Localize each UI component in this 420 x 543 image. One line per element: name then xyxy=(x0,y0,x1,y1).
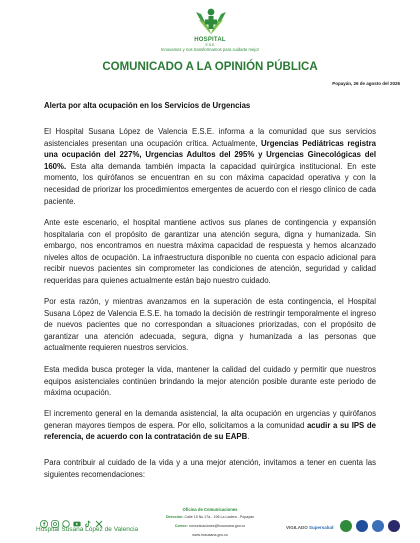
email-value[interactable]: comunicaciones@hosusana.gov.co xyxy=(188,524,246,528)
p5-text-a: El incremento general en la demanda asistencial, la alta ocupación en urgencias y quirófanos generan mayores tiempos de espera. Por ello, solicitamos a la comunidad xyxy=(44,409,376,430)
footer-office: Oficina de Comunicaciones xyxy=(182,507,238,512)
p1-text-c: Esta alta demanda también impacta la capacidad quirúrgica institucional. En este momento, los quirófanos se encuentran en su con máxima capacidad operativa y con la necesidad de priorizar los procedimientos emergentes de acuerdo con el riesgo clínico de cada paciente. xyxy=(44,161,376,206)
footer-website[interactable]: www.hosusana.gov.co xyxy=(192,533,228,537)
subject-heading: Alerta por alta ocupación en los Servicios de Urgencias xyxy=(44,101,251,110)
vigilado-brand: Supersalud xyxy=(309,525,334,530)
p5-text-bold: acudir a su IPS de referencia, de acuerdo con la contratación de su EAPB xyxy=(44,420,376,442)
paragraph-restriction: Por esta razón, y mientras avanzamos en la superación de esta contingencia, el Hospital Susana López de Valencia E.S.E. ha tomado la decisión de restringir temporalmente el ingreso de nuevos pacientes que no correspondan a situaciones priorizadas, con el propósito de garantizar una atención adecuada, segura, digna y humanizada a las personas que actualmente requieren nuestros servicios. xyxy=(44,297,376,353)
email-label: Correo: xyxy=(174,524,188,528)
paragraph-request xyxy=(44,408,376,443)
seal-blue-icon xyxy=(356,520,368,532)
paragraph-recommendations: Para contribuir al cuidado de la vida y a una mejor atención, invitamos a tener en cuenta las siguientes recomendaciones: xyxy=(44,458,376,479)
paragraph-contingency: Ante este escenario, el hospital mantiene activos sus planes de contingencia y expansión hospitalaria con el propósito de garantizar una atención segura, digna y humanizada. Sin embargo, nos encontramos en nuestra máxima capacidad de respuesta y hemos alcanzado niveles altos de ocupación. La infraestructura disponible no cuenta con espacio adicional para recibir nuevos pacientes sin comprometer las condiciones de atención, seguridad y calidad requeridas para quienes actualmente están bajo nuestro cuidado. xyxy=(44,218,376,285)
footer-address xyxy=(0,515,420,519)
social-label: Hospital Susana López de Valencia xyxy=(36,526,139,533)
date-line: Popayán, 26 de agosto del 2026 xyxy=(332,81,400,86)
seal-light-blue-icon xyxy=(372,520,384,532)
seal-dark-icon xyxy=(388,520,400,532)
hospital-name: HOSPITAL xyxy=(194,37,226,43)
p1-text-a: El Hospital Susana López de Valencia E.S.E. informa a la comunidad que sus servicios asistenciales presentan una ocupación crítica. Actualmente, xyxy=(44,127,376,148)
p5-text-c: . xyxy=(247,432,250,442)
vigilado-text: VIGILADO xyxy=(286,525,308,530)
seal-green-icon xyxy=(340,520,352,532)
hospital-suffix: E.S.E xyxy=(205,43,215,47)
paragraph-occupancy xyxy=(44,126,376,207)
page-title: COMUNICADO A LA OPINIÓN PÚBLICA xyxy=(102,61,318,73)
address-value: Calle 15 No 17a - 196 La Ladera - Popayán xyxy=(184,515,255,519)
tagline: Innovamos y nos transformamos para cuidarte mejor xyxy=(161,47,259,52)
address-label: Dirección: xyxy=(165,515,184,519)
p1-text-bold: Urgencias Pediátricas registra una ocupación del 227%, Urgencias Adultos del 295% y Urgencias Ginecológicas del 160%. xyxy=(44,138,377,171)
vigilado-badge xyxy=(286,525,334,530)
paragraph-measure: Esta medida busca proteger la vida, mantener la calidad del cuidado y permitir que nuestros equipos asistenciales continúen brindando la mejor atención posible durante este periodo de máxima ocupación. xyxy=(44,365,376,398)
